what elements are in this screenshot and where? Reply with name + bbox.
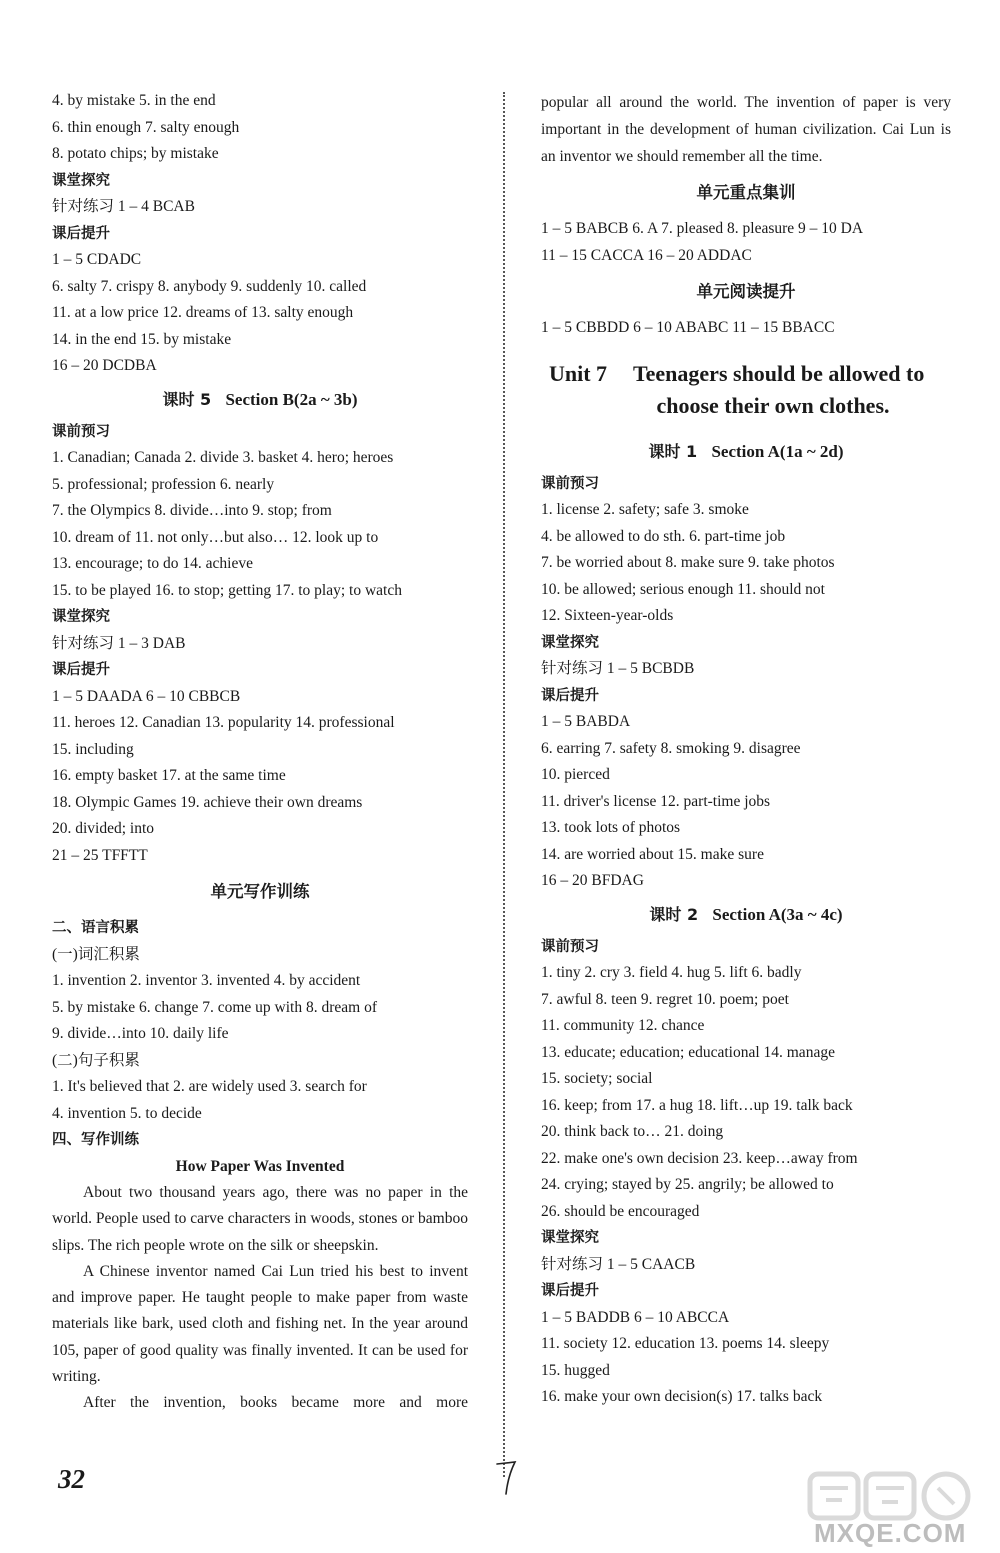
answer-line: 6. earring 7. safety 8. smoking 9. disagree [541, 739, 801, 757]
writing-section-title: 单元写作训练 [210, 882, 310, 901]
answer-line: 16. keep; from 17. a hug 18. lift…up 19. talk back [541, 1096, 853, 1114]
essay-continuation: popular all around the world. The invention of paper is very important in the development of human civilization. Cai Lun is an inventor we should remember all the time. [541, 94, 951, 165]
section-label-cn: 课时 2 [649, 904, 699, 924]
answer-line: 16. make your own decision(s) 17. talks back [541, 1388, 823, 1406]
essay-paragraph: After the invention, books became more and more [83, 1394, 468, 1412]
answer-line: 4. invention 5. to decide [52, 1104, 202, 1122]
answer-line: 11. at a low price 12. dreams of 13. salty enough [52, 304, 354, 321]
answer-line: 13. took lots of photos [541, 819, 681, 837]
answer-line: 针对练习 1 – 5 CAACB [541, 1255, 696, 1273]
answer-line: 20. think back to… 21. doing [541, 1123, 724, 1141]
answer-line: 10. dream of 11. not only…but also… 12. look up to [52, 528, 379, 546]
answer-line: 7. the Olympics 8. divide…into 9. stop; from [52, 502, 332, 519]
subheading-after-class: 课后提升 [52, 225, 110, 242]
answer-line: 11. driver's license 12. part-time jobs [541, 792, 771, 810]
answer-line: 24. crying; stayed by 25. angrily; be allowed to [541, 1176, 834, 1194]
subheading-after-class: 课后提升 [541, 687, 599, 704]
unit-title-line1: Teenagers should be allowed to [633, 360, 925, 386]
answer-line: 15. to be played 16. to stop; getting 17. to play; to watch [52, 581, 402, 599]
subheading-preview: 课前预习 [541, 938, 599, 955]
essay-title: How Paper Was Invented [175, 1157, 345, 1175]
section-label-en: Section A(1a ~ 2d) [711, 441, 844, 461]
answer-line: 1 – 5 CBBDD 6 – 10 ABABC 11 – 15 BBACC [541, 319, 835, 337]
answer-line: 5. by mistake 6. change 7. come up with 8. dream of [52, 998, 377, 1016]
answer-line: 6. salty 7. crispy 8. anybody 9. suddenly 10. called [52, 277, 367, 295]
answer-line: 15. hugged [541, 1361, 610, 1379]
answer-line: 针对练习 1 – 5 BCBDB [541, 660, 695, 678]
answer-line: 5. professional; profession 6. nearly [52, 475, 275, 493]
watermark-url: MXQE.COM [814, 1518, 967, 1548]
section-heading [52, 386, 468, 414]
answer-line: 1. tiny 2. cry 3. field 4. hug 5. lift 6. badly [541, 964, 802, 982]
answer-line: 9. divide…into 10. daily life [52, 1025, 229, 1042]
subheading-after-class: 课后提升 [52, 662, 110, 678]
answer-line: 针对练习 1 – 3 DAB [52, 634, 186, 652]
answer-line: 1. license 2. safety; safe 3. smoke [541, 501, 749, 519]
answer-line: 6. thin enough 7. salty enough [52, 118, 240, 136]
subheading-classroom: 课堂探究 [52, 172, 110, 189]
answer-line: 4. be allowed to do sth. 6. part-time job [541, 527, 786, 545]
answer-line: 1 – 5 CDADC [52, 251, 142, 268]
subheading-classroom: 课堂探究 [541, 634, 599, 651]
answer-line: 1. invention 2. inventor 3. invented 4. by accident [52, 972, 361, 989]
answer-line: 1. Canadian; Canada 2. divide 3. basket 4. hero; heroes [52, 449, 394, 466]
essay-paragraph: A Chinese inventor named Cai Lun tried his best to invent and improve paper. He taught people to make paper from waste materials like bark, used cloth and fishing net. In the year around 105, paper of good quality was finally invented. It can be used for writing. [52, 1262, 468, 1386]
page-number: 32 [58, 1464, 85, 1494]
answer-line: 8. potato chips; by mistake [52, 145, 219, 162]
unit-heading [541, 358, 951, 422]
answer-line: 21 – 25 TFFTT [52, 846, 148, 864]
answer-line: 15. including [52, 740, 134, 758]
section-label-en: Section B(2a ~ 3b) [225, 389, 358, 409]
subheading-classroom: 课堂探究 [52, 609, 110, 625]
answer-line: 11. society 12. education 13. poems 14. sleepy [541, 1335, 830, 1353]
subheading-classroom: 课堂探究 [541, 1230, 599, 1247]
answer-line: 15. society; social [541, 1070, 653, 1088]
section-label-cn: 课时 5 [162, 389, 212, 409]
subheading-language: 二、语言积累 [52, 920, 139, 936]
answer-line: 16 – 20 BFDAG [541, 872, 644, 890]
answer-line: 1 – 5 BABCB 6. A 7. pleased 8. pleasure 9 – 10 DA [541, 220, 864, 238]
section-label-en: Section A(3a ~ 4c) [712, 904, 843, 924]
answer-line: 26. should be encouraged [541, 1202, 700, 1220]
right-column [541, 88, 951, 1411]
answer-line: 1. It's believed that 2. are widely used 3. search for [52, 1078, 367, 1095]
answer-line: 11. heroes 12. Canadian 13. popularity 14. professional [52, 714, 395, 731]
subheading-preview: 课前预习 [541, 475, 599, 492]
answer-line: 20. divided; into [52, 820, 155, 837]
answer-line: 1 – 5 BABDA [541, 713, 631, 731]
unit-title-line2: choose their own clothes. [656, 392, 890, 418]
answer-line: 1 – 5 DAADA 6 – 10 CBBCB [52, 687, 241, 705]
answer-line: 1 – 5 BADDB 6 – 10 ABCCA [541, 1308, 730, 1326]
answer-line: 10. pierced [541, 766, 610, 784]
answer-line: 7. be worried about 8. make sure 9. take photos [541, 554, 835, 572]
subheading-writing: 四、写作训练 [52, 1132, 139, 1148]
answer-line: 13. encourage; to do 14. achieve [52, 555, 253, 572]
answer-line: 13. educate; education; educational 14. manage [541, 1043, 835, 1061]
answer-line: 14. in the end 15. by mistake [52, 330, 232, 348]
section-heading [541, 438, 951, 466]
answer-line: 16. empty basket 17. at the same time [52, 767, 286, 784]
subheading-preview: 课前预习 [52, 423, 110, 440]
subsection-label: (二)句子积累 [52, 1051, 140, 1069]
answer-line: 7. awful 8. teen 9. regret 10. poem; poet [541, 990, 789, 1008]
answer-line: 4. by mistake 5. in the end [52, 92, 216, 109]
unit-number: Unit 7 [549, 360, 608, 386]
answer-line: 14. are worried about 15. make sure [541, 845, 764, 863]
answer-line: 16 – 20 DCDBA [52, 357, 157, 374]
answer-line: 针对练习 1 – 4 BCAB [52, 198, 195, 215]
answer-line: 11. community 12. chance [541, 1017, 705, 1035]
section-heading [541, 901, 951, 929]
unit-training-title: 单元重点集训 [696, 183, 796, 203]
left-column [52, 88, 468, 1417]
section-label-cn: 课时 1 [648, 441, 698, 461]
essay-paragraph: About two thousand years ago, there was no paper in the world. People used to carve characters in woods, stones or bamboo slips. The rich people wrote on the silk or sheepskin. [52, 1184, 468, 1254]
column-divider [503, 92, 505, 1477]
answer-line: 12. Sixteen-year-olds [541, 607, 674, 625]
answer-line: 11 – 15 CACCA 16 – 20 ADDAC [541, 246, 752, 264]
answer-line: 10. be allowed; serious enough 11. should not [541, 580, 825, 598]
answer-line: 22. make one's own decision 23. keep…away from [541, 1149, 858, 1167]
handwritten-mark-icon [494, 1458, 520, 1498]
answer-line: 18. Olympic Games 19. achieve their own dreams [52, 793, 363, 811]
unit-reading-title: 单元阅读提升 [696, 282, 796, 302]
subsection-label: (一)词汇积累 [52, 945, 140, 963]
subheading-after-class: 课后提升 [541, 1283, 599, 1300]
